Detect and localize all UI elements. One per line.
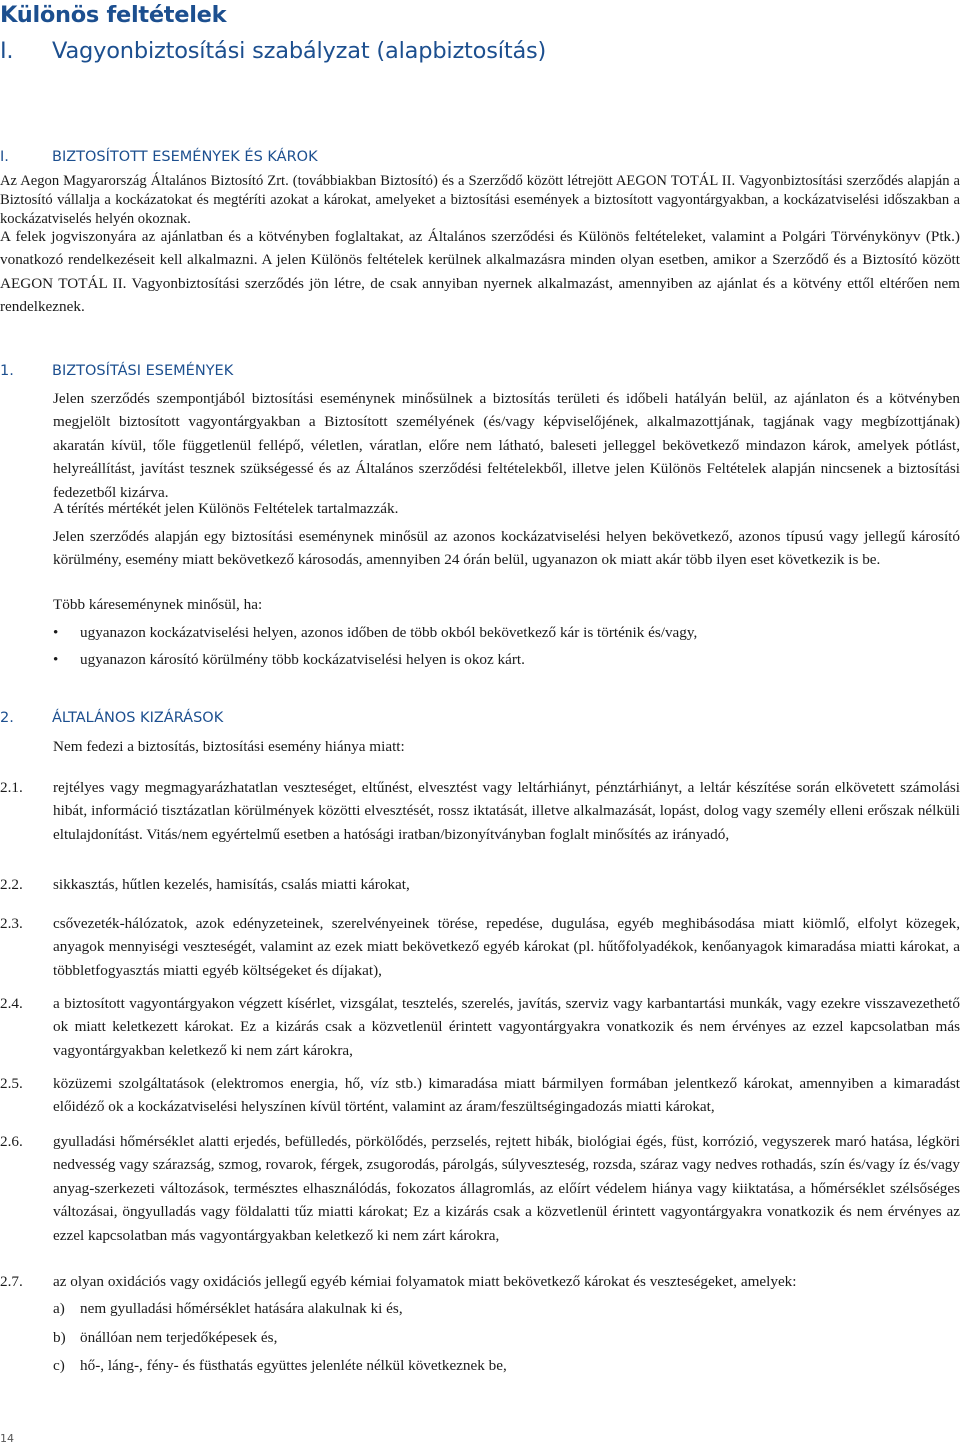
item-text: az olyan oxidációs vagy oxidációs jellegű egyéb kémiai folyamatok miatt bekövetkező károkat és veszteségeket, amelyek: (53, 1273, 797, 1290)
item-text: rejtélyes vagy megmagyarázhatatlan veszteséget, eltűnést, elvesztést vagy leltárhiányt, pénztárhiányt, a leltár készítése során elkövetett számolási hibát, információ tisztázatlan körülmények közötti elvesztését, rossz iktatását, illetve alkalmazását, lopást, dolog vagy személy elleni erőszak nélküli eltulajdonítást. Vitás/nem egyértelmű esetben a hatósági iratban/bizonyítványban foglalt minősítés az irányadó, (53, 779, 960, 843)
list-item-text: ugyanazon kockázatviselési helyen, azonos időben de több okból bekövetkező kár is történik és/vagy, (80, 624, 698, 641)
sub-item-letter: a) (53, 1300, 65, 1317)
sub-item-text: hő-, láng-, fény- és füsthatás együttes jelenléte nélkül következnek be, (80, 1357, 507, 1374)
sub-item-letter: c) (53, 1357, 65, 1374)
heading-biztositasi-esemenyek (0, 363, 233, 379)
item-text: közüzemi szolgáltatások (elektromos energia, hő, víz stb.) kimaradása miatt bármilyen formában jelentkező károkat, amennyiben a kimaradást előidéző ok a kockázatviselési helyszínen kívül történt, valamint az áram/feszültségingadozás miatti károkat, (53, 1075, 960, 1116)
sub-item-letter: b) (53, 1329, 66, 1346)
section-title-number: I. (0, 38, 14, 64)
document-title: Különös feltételek (0, 2, 227, 28)
item-number: 2.2. (0, 876, 23, 893)
item-number: 2.1. (0, 779, 23, 796)
item-text: sikkasztás, hűtlen kezelés, hamisítás, csalás miatti károkat, (53, 876, 410, 893)
sub-item (53, 1326, 277, 1349)
bullet-icon: • (53, 651, 59, 668)
paragraph-felek: A felek jogviszonyára az ajánlatban és a kötvényben foglaltakat, az Általános szerződési és Különös feltételeket, valamint a Polgári Törvénykönyv (Ptk.) vonatkozó rendelkezéseit kell alkalmazni. A jelen Különös feltételek kerülnek alkalmazásra minden olyan esetben, amikor a Szerződő és a Biztosító között AEGON TOTÁL II. Vagyonbiztosítási szerződés jön létre, de csak annyiban nyernek alkalmazást, amennyiben az ajánlat és a kötvény ettől eltérően nem rendelkeznek. (0, 228, 960, 316)
sub-item-text: nem gyulladási hőmérséklet hatására alakulnak ki és, (80, 1300, 403, 1317)
section-title-text: Vagyonbiztosítási szabályzat (alapbiztosítás) (52, 38, 547, 64)
heading-text: ÁLTALÁNOS KIZÁRÁSOK (52, 710, 224, 726)
page-number: 14 (0, 1432, 14, 1445)
sub-item (53, 1354, 507, 1377)
heading-text: BIZTOSÍTOTT ESEMÉNYEK ÉS KÁROK (52, 149, 318, 165)
item-number: 2.4. (0, 995, 23, 1012)
item-number: 2.7. (0, 1273, 23, 1290)
paragraph-tobb-karesemeny: Több káreseménynek minősül, ha: (53, 596, 263, 613)
item-text: a biztosított vagyontárgyakon végzett kísérlet, vizsgálat, tesztelés, szerelés, javítás, szerviz vagy karbantartási munkák, vagy ezekre visszavezethető ok miatt keletkezett károkat. Ez a kizárás csak a közvetlenül érintett vagyontárgyakra vonatkozik és nem érvényes az ezzel kapcsolatban más vagyontárgyakban keletkező ki nem zárt károkra, (53, 995, 960, 1059)
heading-biztositott-esemenyek (0, 149, 318, 165)
item-number: 2.6. (0, 1133, 23, 1150)
paragraph-kizarasok-intro: Nem fedezi a biztosítás, biztosítási esemény hiánya miatt: (53, 738, 405, 755)
section-title (0, 38, 546, 64)
heading-altalanos-kizarasok (0, 710, 223, 726)
heading-number: 2. (0, 710, 14, 726)
item-text: gyulladási hőmérséklet alatti erjedés, befülledés, pörkölődés, perzselés, rejtett hibák, biológiai égés, füst, korrózió, vegyszerek maró hatása, légköri nedvesség vagy szárazság, szmog, rovarok, férgek, zsugorodás, párolgás, súlyveszteség, rozsda, száraz vagy nedves rothadás, szín és/vagy íz és/vagy anyag-szerkezeti változások, természtes elhasználódás, fokozatos állagromlás, az előírt védelem hiánya vagy kiiktatása, a hőmérséklet szélsőséges változásai, öngyulladás vagy földalatti tűz miatti károkat; Ez a kizárás csak a közvetlenül érintett vagyontárgyakra vonatkozik és nem érvényes az ezzel kapcsolatban más vagyontárgyakban keletkező ki nem zárt károkra, (53, 1133, 960, 1244)
paragraph-terites: A térítés mértékét jelen Különös Feltételek tartalmazzák. (53, 500, 399, 517)
heading-number: I. (0, 149, 9, 165)
item-number: 2.5. (0, 1075, 23, 1092)
bullet-icon: • (53, 624, 59, 641)
item-text: csővezeték-hálózatok, azok edényzeteinek, szerelvényeinek törése, repedése, dugulása, egyéb meghibásodása miatt kiömlő, elfolyt közegek, anyagok mennyiségi veszteségét, valamint az ezek miatt bekövetkező egyéb károkat (pl. hűtőfolyadékok, kenőanyagok kimaradása miatti károkat, a többletfogyasztás miatti egyéb költségeket és díjakat), (53, 915, 960, 979)
heading-number: 1. (0, 363, 14, 379)
item-number: 2.3. (0, 915, 23, 932)
paragraph-intro: Az Aegon Magyarország Általános Biztosító Zrt. (továbbiakban Biztosító) és a Szerződő között létrejött AEGON TOTÁL II. Vagyonbiztosítási szerződés alapján a Biztosító vállalja a kockázatokat és megtéríti azokat a károkat, amelyeket a biztosítási események a biztosított vagyontárgyakban, a kockázatviselési időszakban a kockázatviselés helyén okoznak. (0, 173, 960, 228)
paragraph-esemeny-definicio: Jelen szerződés szempontjából biztosítási eseménynek minősülnek a biztosítás területi és időbeli hatályán belül, az ajánlaton és a kötvényben megjelölt biztosított vagyontárgyakban a Biztosított személyének (és/vagy képviselőjének, alkalmazottjának, tagjának vagy megbízottjának) akaratán kívül, tőle függetlenül fellépő, véletlen, váratlan, előre nem látható, baleseti jelleggel bekövetkező mindazon károk, amelyek pótlást, helyreállítást, javítást tesznek szükségessé és az Általános szerződési feltételekből, illetve jelen Különös Feltételek alapján nincsenek a biztosítási fedezetből kizárva. (53, 390, 960, 501)
sub-item (53, 1297, 403, 1320)
paragraph-egy-esemeny: Jelen szerződés alapján egy biztosítási eseménynek minősül az azonos kockázatviselési helyen bekövetkező, azonos típusú vagy jellegű károsító körülmény, esemény miatt bekövetkező károsodás, amennyiben 24 órán belül, ugyanazon ok miatt akár több ilyen eset következik is be. (53, 528, 960, 569)
heading-text: BIZTOSÍTÁSI ESEMÉNYEK (52, 363, 234, 379)
list-item-text: ugyanazon károsító körülmény több kockázatviselési helyen is okoz kárt. (80, 651, 525, 668)
sub-item-text: önállóan nem terjedőképesek és, (80, 1329, 278, 1346)
